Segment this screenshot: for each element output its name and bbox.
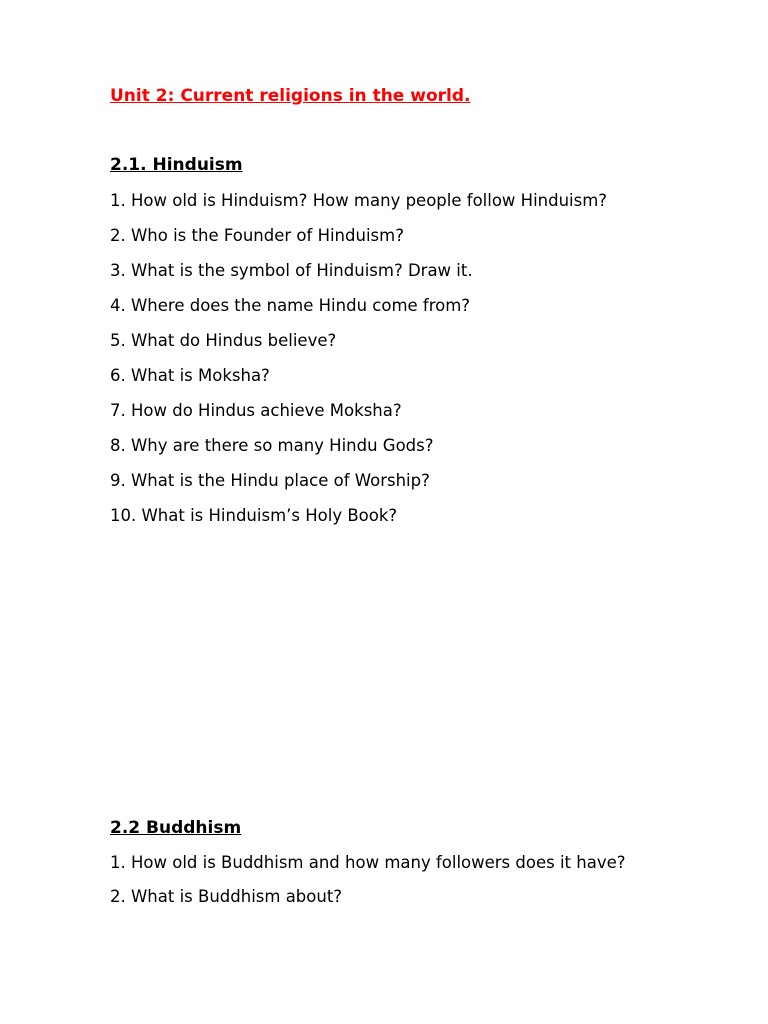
section-heading-hinduism: 2.1. Hinduism <box>110 155 243 175</box>
question-item: 10. What is Hinduism’s Holy Book? <box>110 506 398 525</box>
question-item: 4. Where does the name Hindu come from? <box>110 296 471 315</box>
question-item: 7. How do Hindus achieve Moksha? <box>110 401 402 420</box>
question-item: 2. Who is the Founder of Hinduism? <box>110 226 404 245</box>
question-item: 6. What is Moksha? <box>110 366 270 385</box>
question-item: 9. What is the Hindu place of Worship? <box>110 471 430 490</box>
question-item: 8. Why are there so many Hindu Gods? <box>110 436 434 455</box>
question-item: 5. What do Hindus believe? <box>110 331 337 350</box>
section-heading-buddhism: 2.2 Buddhism <box>110 818 242 838</box>
question-item: 2. What is Buddhism about? <box>110 887 343 906</box>
question-item: 1. How old is Buddhism and how many followers does it have? <box>110 853 626 872</box>
question-item: 3. What is the symbol of Hinduism? Draw it. <box>110 261 473 280</box>
unit-title: Unit 2: Current religions in the world. <box>110 86 471 106</box>
question-item: 1. How old is Hinduism? How many people follow Hinduism? <box>110 191 608 210</box>
hinduism-question-list <box>110 189 670 539</box>
buddhism-question-list <box>110 851 670 919</box>
